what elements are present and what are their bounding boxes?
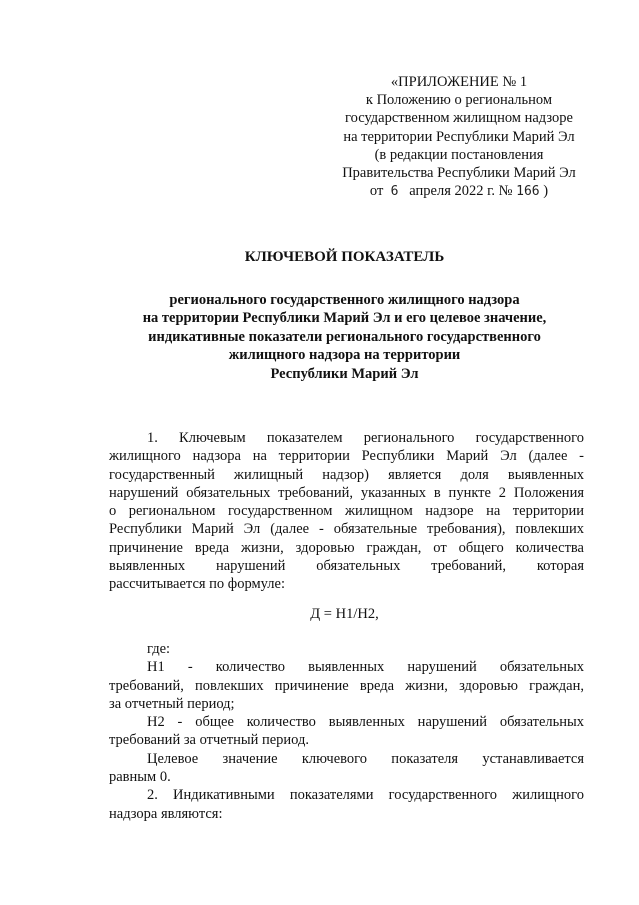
- document-subtitle: [130, 291, 559, 383]
- paragraph-2-line: 2. Индикативными показателями государственного жилищного: [147, 787, 584, 804]
- date-day: 6: [390, 184, 399, 200]
- paragraph-line: Республики Марий Эл (далее - обязательные требования), повлекших: [109, 521, 584, 538]
- document-title: КЛЮЧЕВОЙ ПОКАЗАТЕЛЬ: [244, 249, 445, 265]
- date-suffix: ): [543, 183, 549, 200]
- paragraph-line: выявленных нарушений обязательных требований, которая: [109, 558, 584, 575]
- paragraph-2-line: надзора являются:: [109, 805, 223, 822]
- paragraph-line: рассчитывается по формуле:: [109, 576, 285, 593]
- appendix-header: [330, 73, 588, 201]
- paragraph-line: причинение вреда жизни, здоровью граждан, от общего количества: [109, 539, 584, 556]
- h1-line: Н1 - количество выявленных нарушений обязательных: [147, 659, 584, 676]
- decree-number: 166: [516, 184, 540, 200]
- paragraph-line: государственный жилищный надзор) является доля выявленных: [109, 466, 584, 483]
- subtitle-line: регионального государственного жилищного надзора: [169, 292, 520, 308]
- paragraph-line: о региональном государственном жилищном надзоре на территории: [109, 503, 584, 520]
- subtitle-line: жилищного надзора на территории: [228, 347, 461, 364]
- paragraph-line: жилищного надзора на территории Республики Марий Эл (далее -: [109, 448, 584, 465]
- appendix-date-line: [330, 182, 588, 201]
- paragraph-1: [109, 429, 584, 594]
- subtitle-line: на территории Республики Марий Эл и его целевое значение,: [142, 310, 547, 327]
- appendix-line: (в редакции постановления: [374, 146, 544, 163]
- appendix-line: к Положению о региональном: [365, 92, 553, 109]
- h1-line: требований, повлекших причинение вреда жизни, здоровью граждан,: [109, 677, 584, 694]
- target-line: Целевое значение ключевого показателя устанавливается: [147, 750, 584, 767]
- appendix-line: Правительства Республики Марий Эл: [342, 165, 576, 182]
- subtitle-line: Республики Марий Эл: [270, 365, 419, 382]
- date-middle: апреля 2022 г. №: [409, 183, 513, 200]
- subtitle-line: индикативные показатели регионального государственного: [148, 328, 541, 345]
- h2-line: Н2 - общее количество выявленных нарушений обязательных: [147, 714, 584, 731]
- definitions: [109, 640, 584, 823]
- paragraph-line: 1. Ключевым показателем регионального государственного: [147, 430, 584, 446]
- appendix-line: на территории Республики Марий Эл: [343, 128, 575, 145]
- paragraph-line: нарушений обязательных требований, указанных в пункте 2 Положения: [109, 484, 584, 501]
- target-line: равным 0.: [109, 769, 171, 786]
- date-prefix: от: [369, 183, 384, 200]
- appendix-line: государственном жилищном надзоре: [345, 110, 573, 127]
- h2-line: требований за отчетный период.: [109, 732, 309, 749]
- appendix-title: «ПРИЛОЖЕНИЕ № 1: [390, 74, 528, 90]
- formula: Д = Н1/Н2,: [310, 606, 379, 622]
- where-label: где:: [147, 641, 171, 657]
- h1-line: за отчетный период;: [109, 695, 235, 712]
